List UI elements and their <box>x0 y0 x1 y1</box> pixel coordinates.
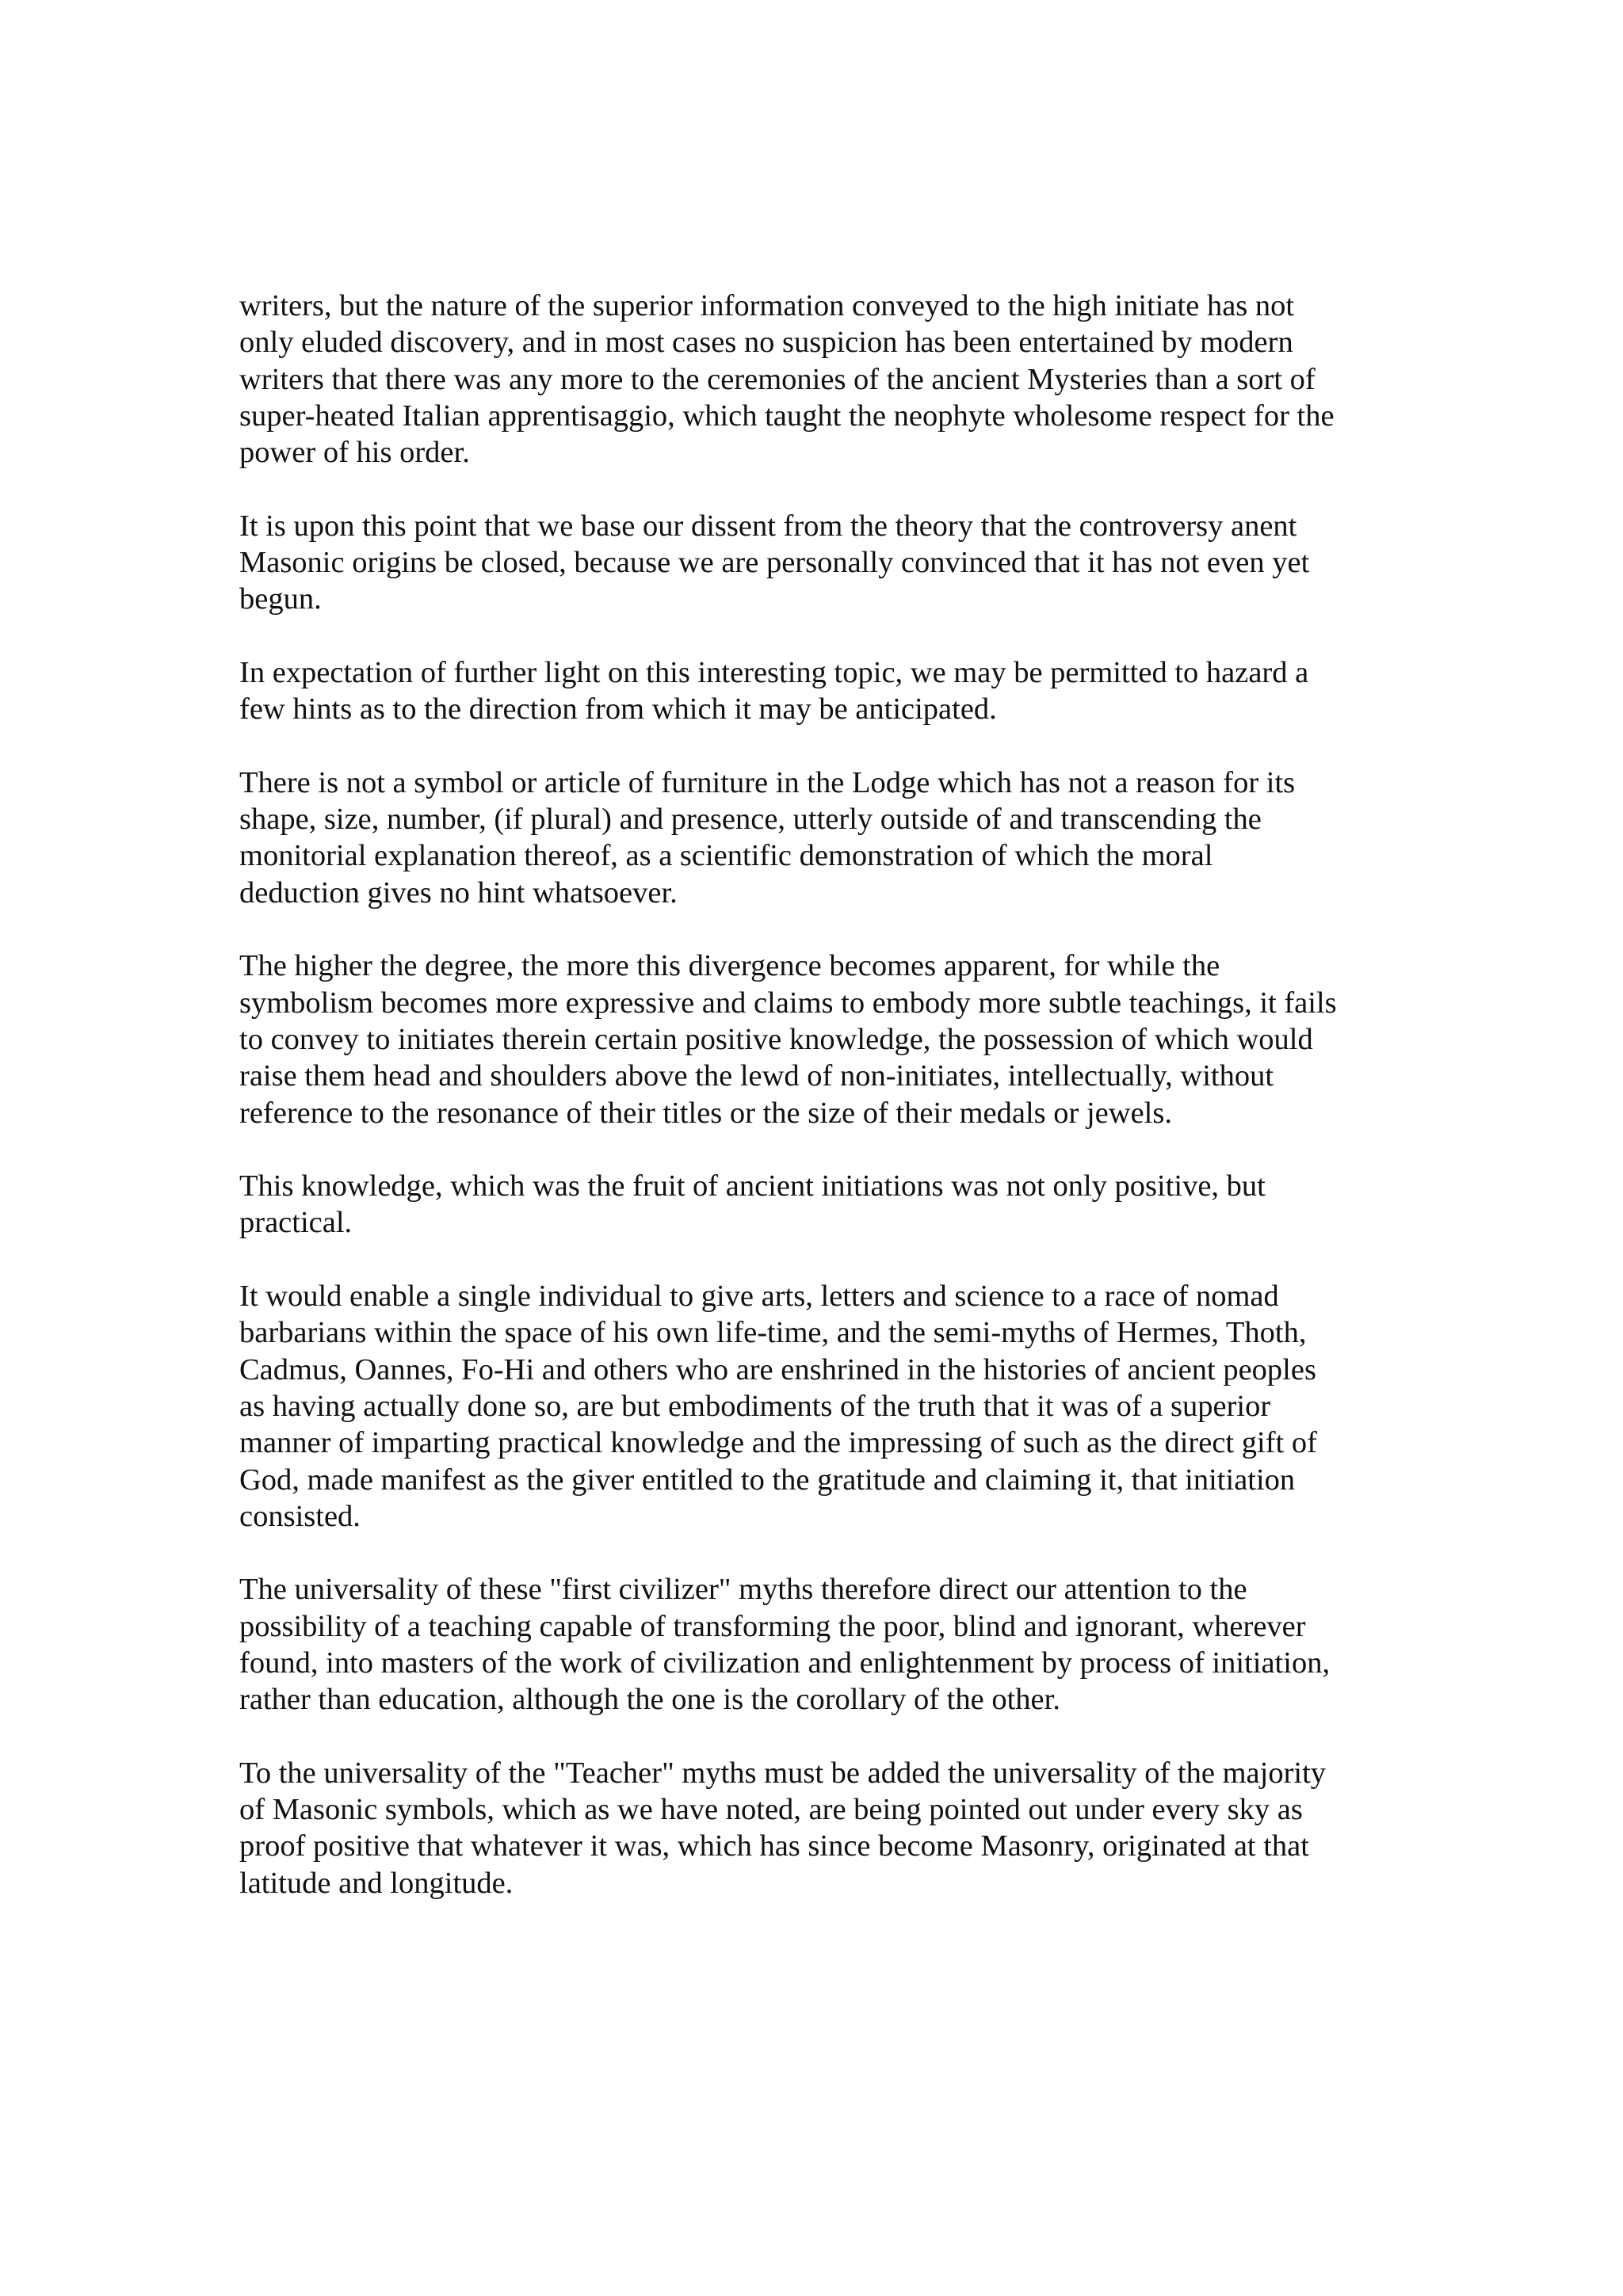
paragraph <box>239 288 1412 471</box>
text-line: latitude and longitude. <box>239 1866 514 1900</box>
body-text <box>239 288 1412 1938</box>
text-line: The higher the degree, the more this divergence becomes apparent, for while the <box>239 949 1220 983</box>
text-line: Masonic origins be closed, because we are personally convinced that it has not even yet <box>239 546 1310 580</box>
text-line: of Masonic symbols, which as we have noted, are being pointed out under every sky as <box>239 1793 1303 1827</box>
text-line: manner of imparting practical knowledge and the impressing of such as the direct gift of <box>239 1426 1317 1460</box>
text-line: super-heated Italian apprentisaggio, which taught the neophyte wholesome respect for the <box>239 399 1335 433</box>
text-line: few hints as to the direction from which it may be anticipated. <box>239 692 997 727</box>
paragraph <box>239 508 1412 618</box>
text-line: writers, but the nature of the superior information conveyed to the high initiate has not <box>239 289 1295 322</box>
text-line: begun. <box>239 582 322 616</box>
paragraph <box>239 1168 1412 1241</box>
text-line: God, made manifest as the giver entitled to the gratitude and claiming it, that initiation <box>239 1463 1296 1497</box>
text-line: power of his order. <box>239 436 470 470</box>
text-line: reference to the resonance of their titles or the size of their medals or jewels. <box>239 1096 1172 1130</box>
text-line: monitorial explanation thereof, as a scientific demonstration of which the moral <box>239 839 1213 873</box>
text-line: It would enable a single individual to give arts, letters and science to a race of nomad <box>239 1280 1279 1314</box>
text-line: It is upon this point that we base our dissent from the theory that the controversy anent <box>239 509 1297 543</box>
text-line: writers that there was any more to the ceremonies of the ancient Mysteries than a sort of <box>239 362 1316 396</box>
text-line: possibility of a teaching capable of transforming the poor, blind and ignorant, wherever <box>239 1609 1306 1643</box>
text-line: raise them head and shoulders above the lewd of non-initiates, intellectually, without <box>239 1059 1274 1093</box>
text-line: as having actually done so, are but embodiments of the truth that it was of a superior <box>239 1389 1271 1423</box>
paragraph <box>239 948 1412 1131</box>
text-line: barbarians within the space of his own life-time, and the semi-myths of Hermes, Thoth, <box>239 1316 1307 1350</box>
paragraph <box>239 765 1412 911</box>
text-line: consisted. <box>239 1499 361 1533</box>
text-line: There is not a symbol or article of furniture in the Lodge which has not a reason for its <box>239 765 1296 799</box>
text-line: shape, size, number, (if plural) and presence, utterly outside of and transcending the <box>239 803 1262 837</box>
text-line: Cadmus, Oannes, Fo-Hi and others who are enshrined in the histories of ancient peoples <box>239 1352 1316 1386</box>
text-line: rather than education, although the one is the corollary of the other. <box>239 1683 1060 1717</box>
text-line: This knowledge, which was the fruit of ancient initiations was not only positive, but <box>239 1169 1266 1203</box>
paragraph <box>239 1278 1412 1535</box>
text-line: found, into masters of the work of civilization and enlightenment by process of initiation, <box>239 1646 1331 1680</box>
text-line: deduction gives no hint whatsoever. <box>239 875 678 910</box>
text-line: The universality of these "first civilizer" myths therefore direct our attention to the <box>239 1573 1247 1607</box>
paragraph <box>239 654 1412 728</box>
text-line: In expectation of further light on this interesting topic, we may be permitted to hazard a <box>239 655 1309 689</box>
text-line: to convey to initiates therein certain positive knowledge, the possession of which would <box>239 1022 1313 1056</box>
text-line: proof positive that whatever it was, which has since become Masonry, originated at that <box>239 1829 1309 1863</box>
text-line: To the universality of the "Teacher" myths must be added the universality of the majority <box>239 1756 1327 1790</box>
paragraph <box>239 1571 1412 1718</box>
text-line: practical. <box>239 1206 353 1240</box>
paragraph <box>239 1755 1412 1901</box>
text-line: only eluded discovery, and in most cases no suspicion has been entertained by modern <box>239 326 1293 360</box>
text-line: symbolism becomes more expressive and claims to embody more subtle teachings, it fails <box>239 986 1337 1020</box>
